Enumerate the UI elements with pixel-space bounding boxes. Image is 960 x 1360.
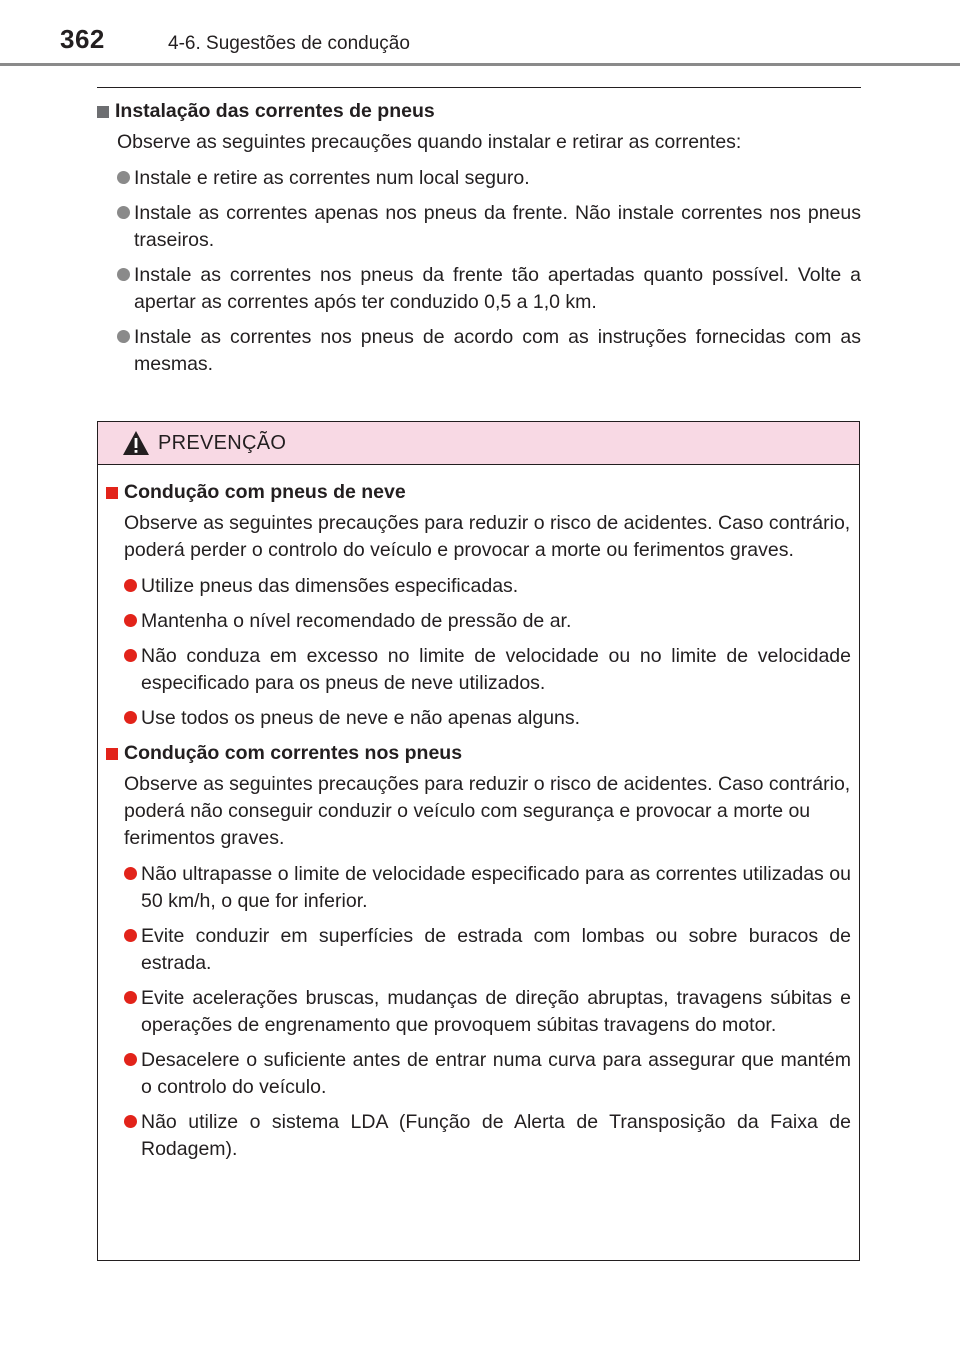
bullet-dot-icon	[124, 867, 141, 881]
bullet-dot-icon	[117, 268, 134, 282]
page-number: 362	[60, 24, 105, 54]
list-item-text: Instale as correntes apenas nos pneus da frente. Não instale correntes nos pneus traseiros.	[134, 202, 861, 251]
bullet-dot-icon	[124, 1115, 141, 1129]
page-header	[0, 0, 960, 66]
list-item	[97, 165, 861, 192]
section-intro: Observe as seguintes precauções quando instalar e retirar as correntes:	[117, 131, 742, 153]
bullet-dot-icon	[124, 711, 141, 725]
list-item-text: Instale e retire as correntes num local seguro.	[134, 167, 530, 189]
list-item	[106, 1047, 851, 1101]
list-item-text: Mantenha o nível recomendado de pressão de ar.	[141, 610, 572, 632]
list-item-text: Instale as correntes nos pneus da frente tão apertadas quanto possível. Volte a apertar as correntes após ter conduzido 0,5 a 1,0 km.	[134, 264, 861, 313]
bullet-dot-icon	[124, 614, 141, 628]
warning-body	[98, 465, 859, 1163]
list-item-text: Desacelere o suficiente antes de entrar numa curva para assegurar que mantém o controlo do veículo.	[141, 1049, 851, 1098]
heading-square-icon	[106, 748, 118, 760]
content-divider	[97, 87, 861, 88]
bullet-dot-icon	[117, 171, 134, 185]
heading-text: Instalação das correntes de pneus	[115, 100, 435, 122]
bullet-dot-icon	[124, 929, 141, 943]
warning-section-intro: Observe as seguintes precauções para reduzir o risco de acidentes. Caso contrário, poderá perder o controlo do veículo e provocar a morte ou ferimentos graves.	[124, 512, 851, 561]
heading-square-icon	[106, 487, 118, 499]
warning-section-heading	[106, 740, 851, 767]
heading-text: Condução com pneus de neve	[124, 481, 406, 503]
list-item	[106, 705, 851, 732]
warning-header	[98, 422, 859, 465]
list-item	[106, 643, 851, 697]
list-item-text: Use todos os pneus de neve e não apenas alguns.	[141, 707, 581, 729]
list-item-text: Evite acelerações bruscas, mudanças de direção abruptas, travagens súbitas e operações de engrenamento que provoquem súbitas travagens do motor.	[141, 987, 851, 1036]
list-item-text: Não utilize o sistema LDA (Função de Alerta de Transposição da Faixa de Rodagem).	[141, 1111, 851, 1160]
list-item	[106, 1109, 851, 1163]
list-item-text: Utilize pneus das dimensões especificadas.	[141, 575, 519, 597]
bullet-list	[106, 861, 851, 1163]
bullet-dot-icon	[117, 206, 134, 220]
list-item	[106, 861, 851, 915]
heading-text: Condução com correntes nos pneus	[124, 742, 463, 764]
list-item	[97, 324, 861, 378]
bullet-list	[106, 573, 851, 732]
warning-triangle-icon	[122, 429, 150, 457]
bullet-dot-icon	[117, 330, 134, 344]
list-item-text: Não conduza em excesso no limite de velocidade ou no limite de velocidade especificado para os pneus de neve utilizados.	[141, 645, 851, 694]
tire-chains-section	[106, 740, 851, 1163]
heading-square-icon	[97, 106, 109, 118]
list-item	[106, 608, 851, 635]
section-title: 4-6. Sugestões de condução	[168, 33, 410, 54]
section-heading	[97, 98, 861, 125]
bullet-dot-icon	[124, 1053, 141, 1067]
header-divider	[0, 63, 960, 66]
chains-installation-section	[97, 98, 861, 386]
warning-title: PREVENÇÃO	[158, 431, 287, 454]
list-item-text: Evite conduzir em superfícies de estrada com lombas ou sobre buracos de estrada.	[141, 925, 851, 974]
warning-section-heading	[106, 479, 851, 506]
snow-tires-section	[106, 479, 851, 732]
bullet-dot-icon	[124, 991, 141, 1005]
bullet-dot-icon	[124, 649, 141, 663]
list-item-text: Não ultrapasse o limite de velocidade especificado para as correntes utilizadas ou 50 km/h, o que for inferior.	[141, 863, 851, 912]
list-item	[97, 200, 861, 254]
bullet-dot-icon	[124, 579, 141, 593]
list-item	[106, 923, 851, 977]
warning-box	[97, 421, 860, 1261]
warning-section-intro: Observe as seguintes precauções para reduzir o risco de acidentes. Caso contrário, poderá não conseguir conduzir o veículo com segurança e provocar a morte ou ferimentos graves.	[124, 773, 851, 849]
bullet-list	[97, 165, 861, 378]
list-item	[106, 573, 851, 600]
list-item-text: Instale as correntes nos pneus de acordo com as instruções fornecidas com as mesmas.	[134, 326, 861, 375]
list-item	[97, 262, 861, 316]
list-item	[106, 985, 851, 1039]
